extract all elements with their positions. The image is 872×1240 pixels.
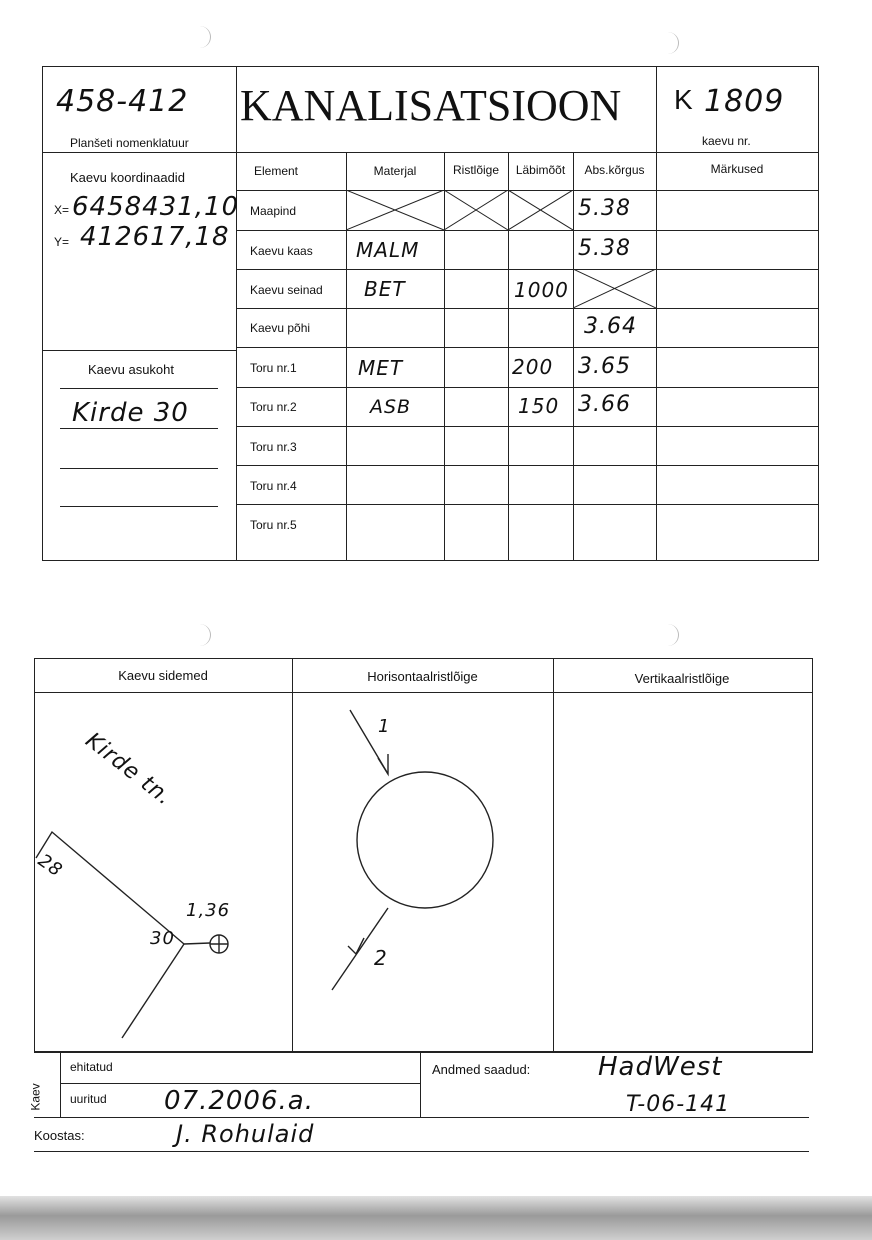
material-value: ASB bbox=[370, 396, 412, 418]
table-row-label: Toru nr.3 bbox=[250, 440, 297, 454]
card-title: KANALISATSIOON bbox=[240, 81, 622, 130]
material-value: MET bbox=[358, 356, 404, 380]
well-label-vertical: Kaev bbox=[28, 1083, 43, 1111]
abs-height-value: 3.64 bbox=[584, 314, 637, 339]
data-source-label: Andmed saadud: bbox=[432, 1062, 531, 1077]
horizontal-section-sketch bbox=[292, 692, 553, 1050]
table-row-label: Kaevu seinad bbox=[250, 283, 323, 297]
well-prefix: K bbox=[674, 84, 693, 115]
street-note: Kirde tn. bbox=[80, 728, 177, 811]
column-header-notes: Märkused bbox=[710, 162, 764, 176]
distance-label-28: 28 bbox=[33, 850, 67, 882]
column-header-diameter: Läbimõõt bbox=[515, 163, 566, 177]
location-label: Kaevu asukoht bbox=[88, 362, 175, 377]
diameter-value: 200 bbox=[512, 355, 554, 379]
pipe-label-2: 2 bbox=[374, 946, 388, 970]
author-value: J. Rohulaid bbox=[176, 1120, 315, 1148]
punch-hole bbox=[196, 26, 211, 48]
well-number: 1809 bbox=[704, 84, 785, 119]
well-number-label: kaevu nr. bbox=[702, 134, 751, 148]
surveyed-value: 07.2006.a. bbox=[164, 1086, 314, 1116]
x-label: X= bbox=[54, 203, 70, 217]
y-label: Y= bbox=[54, 235, 70, 249]
section-title-horizontal: Horisontaalristlõige bbox=[367, 669, 478, 684]
punch-hole bbox=[664, 624, 679, 646]
table-row-label: Toru nr.4 bbox=[250, 479, 297, 493]
column-header-cross-section: Ristlõige bbox=[452, 163, 500, 177]
nomenclature-label: Planšeti nomenklatuur bbox=[70, 136, 189, 150]
table-row-label: Toru nr.2 bbox=[250, 400, 297, 414]
punch-hole bbox=[196, 624, 211, 646]
coordinates-label: Kaevu koordinaadid bbox=[70, 170, 185, 185]
data-source-value: HadWest bbox=[598, 1052, 723, 1082]
author-label: Koostas: bbox=[34, 1128, 85, 1143]
data-source-code: T-06-141 bbox=[626, 1092, 731, 1117]
crossed-out-cell bbox=[573, 269, 656, 308]
surveyed-label: uuritud bbox=[70, 1092, 107, 1106]
material-value: MALM bbox=[356, 238, 420, 262]
table-row-label: Kaevu põhi bbox=[250, 321, 311, 335]
abs-height-value: 3.65 bbox=[578, 354, 631, 379]
table-row-label: Toru nr.5 bbox=[250, 518, 297, 532]
crossed-out-cells bbox=[346, 190, 573, 230]
table-row-label: Maapind bbox=[250, 204, 297, 218]
scanner-edge bbox=[0, 1196, 872, 1240]
column-header-element: Element bbox=[253, 164, 299, 178]
x-coordinate: 6458431,10 bbox=[72, 192, 240, 222]
table-row-label: Toru nr.1 bbox=[250, 361, 297, 375]
pipe-label-1: 1 bbox=[378, 716, 391, 737]
diameter-value: 1000 bbox=[514, 278, 569, 302]
section-title-vertical: Vertikaalristlõige bbox=[634, 671, 730, 686]
column-header-abs-height: Abs.kõrgus bbox=[584, 163, 645, 177]
distance-label-30: 30 bbox=[150, 928, 175, 949]
column-header-material: Materjal bbox=[373, 164, 417, 178]
abs-height-value: 5.38 bbox=[578, 236, 631, 261]
diameter-value: 150 bbox=[518, 394, 560, 418]
elevation-label: 1,36 bbox=[186, 900, 231, 921]
punch-hole bbox=[664, 32, 679, 54]
abs-height-value: 3.66 bbox=[578, 392, 631, 417]
location-sketch bbox=[34, 692, 292, 1050]
built-label: ehitatud bbox=[70, 1060, 113, 1074]
location-value: Kirde 30 bbox=[72, 398, 189, 428]
abs-height-value: 5.38 bbox=[578, 196, 631, 221]
y-coordinate: 412617,18 bbox=[80, 222, 230, 252]
material-value: BET bbox=[364, 277, 406, 301]
table-row-label: Kaevu kaas bbox=[250, 244, 313, 258]
section-title-connections: Kaevu sidemed bbox=[118, 668, 208, 683]
nomenclature-value: 458-412 bbox=[56, 84, 189, 119]
